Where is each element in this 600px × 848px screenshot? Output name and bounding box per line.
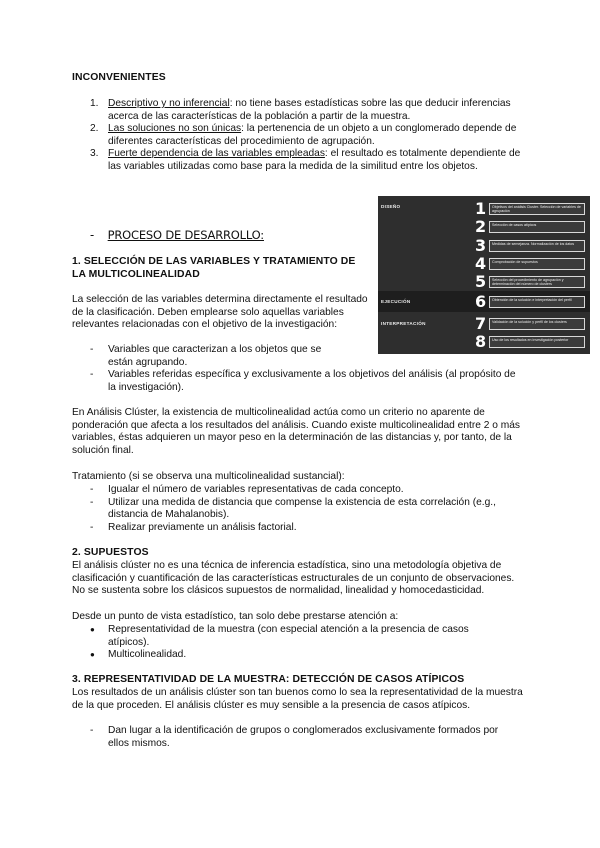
diagram-section-diseno: DISEÑO (381, 204, 401, 209)
diagram-section-ejecucion: EJECUCIÓN (381, 299, 411, 304)
diagram-step: 6 Obtención de la solución e interpretación del perfil (378, 292, 590, 314)
proceso-title: PROCESO DE DESARROLLO: (107, 228, 264, 242)
section3-paragraph: Los resultados de un análisis clúster son tan buenos como lo sea la representatividad de la muestra de la que proceden. El análisis clúster es muy sensible a la presencia de casos atípicos. (72, 687, 523, 711)
list-item: 3. Fuerte dependencia de las variables empleadas: el resultado es totalmente dependiente de las variables utilizadas como base para la medida de la similitud entre los objetos. (90, 148, 521, 172)
section1-bullets (90, 344, 520, 394)
section1-intro: La selección de las variables determina directamente el resultado de la clasificación. Deben emplearse solo aquellas variables relevantes relacionadas con el objetivo de la investigación: (72, 294, 368, 331)
diagram-step: 5 Selección del procedimiento de agrupación y determinación del número de clusters (378, 272, 590, 294)
list-item: 2. Las soluciones no son únicas: la pertenencia de un objeto a un conglomerado depende de diferentes características del procedimiento de agrupación. (90, 123, 517, 147)
dash: - (90, 228, 95, 242)
list-item: - Dan lugar a la identificación de grupos o conglomerados exclusivamente formados por ellos mismos. (90, 725, 510, 750)
diagram-step: 7 Validación de la solución y perfil de los clusters (378, 314, 590, 336)
list-item: - Variables referidas específica y exclusivamente a los objetivos del análisis (al propósito de la investigación). (90, 369, 520, 394)
diagram-section-interpretacion: INTERPRETACIÓN (381, 321, 426, 326)
section3-heading: 3. REPRESENTATIVIDAD DE LA MUESTRA: DETECCIÓN DE CASOS ATÍPICOS (72, 674, 465, 685)
process-diagram (378, 196, 590, 354)
list-item: - Realizar previamente un análisis factorial. (90, 522, 510, 535)
proceso-heading (90, 227, 264, 243)
diagram-step: 3 Medidas de semejanza. Normalización de los datos (378, 236, 590, 258)
list-item: 1. Descriptivo y no inferencial: no tiene bases estadísticas sobre las que deducir inferencias acerca de las características de la población a partir de la muestra. (90, 98, 511, 122)
list-item: ● Multicolinealidad. (90, 649, 510, 662)
diagram-step: 8 Uso de los resultados en investigación posterior (378, 332, 590, 354)
section1-paragraph: En Análisis Clúster, la existencia de multicolinealidad actúa como un criterio no aparente de ponderación que afecta a los resultados del análisis. Cuando existe multicolinealidad entre 2 o más variables, éstas adquieren un mayor peso en la determinación de las distancias y, por tanto, de la solución final. (72, 407, 520, 456)
section2-paragraph2: Desde un punto de vista estadístico, tan solo debe prestarse atención a: (72, 611, 399, 622)
section3-bullets (90, 725, 510, 750)
section2-bullets (90, 624, 510, 662)
section1-heading: 1. SELECCIÓN DE LAS VARIABLES Y TRATAMIENTO DE LA MULTICOLINEALIDAD (72, 256, 356, 280)
list-item: - Utilizar una medida de distancia que compense la existencia de esta correlación (e.g., distancia de Mahalanobis). (90, 497, 510, 522)
inconvenientes-heading: INCONVENIENTES (72, 72, 166, 83)
list-item: ● Representatividad de la muestra (con especial atención a la presencia de casos atípicos). (90, 624, 510, 649)
section2-paragraph: El análisis clúster no es una técnica de inferencia estadística, sino una metodología objetiva de clasificación y cuantificación de las características estructurales de un conjunto de observaciones. No se sustenta sobre los clásicos supuestos de normalidad, linealidad y homocedasticidad. (72, 560, 515, 597)
diagram-step: 1 Objetivos del análisis Cluster. Selección de variables de agrupación (378, 199, 590, 221)
inconvenientes-list (90, 98, 530, 174)
list-item: - Variables que caracterizan a los objetos que se están agrupando. (90, 344, 338, 369)
section2-heading: 2. SUPUESTOS (72, 547, 149, 558)
tratamiento-label: Tratamiento (si se observa una multicolinealidad sustancial): (72, 471, 345, 482)
list-item: - Igualar el número de variables representativas de cada concepto. (90, 484, 510, 497)
diagram-step: 4 Comprobación de supuestos (378, 254, 590, 276)
diagram-step: 2 Selección de casos atípicos (378, 217, 590, 239)
tratamiento-bullets (90, 484, 510, 534)
